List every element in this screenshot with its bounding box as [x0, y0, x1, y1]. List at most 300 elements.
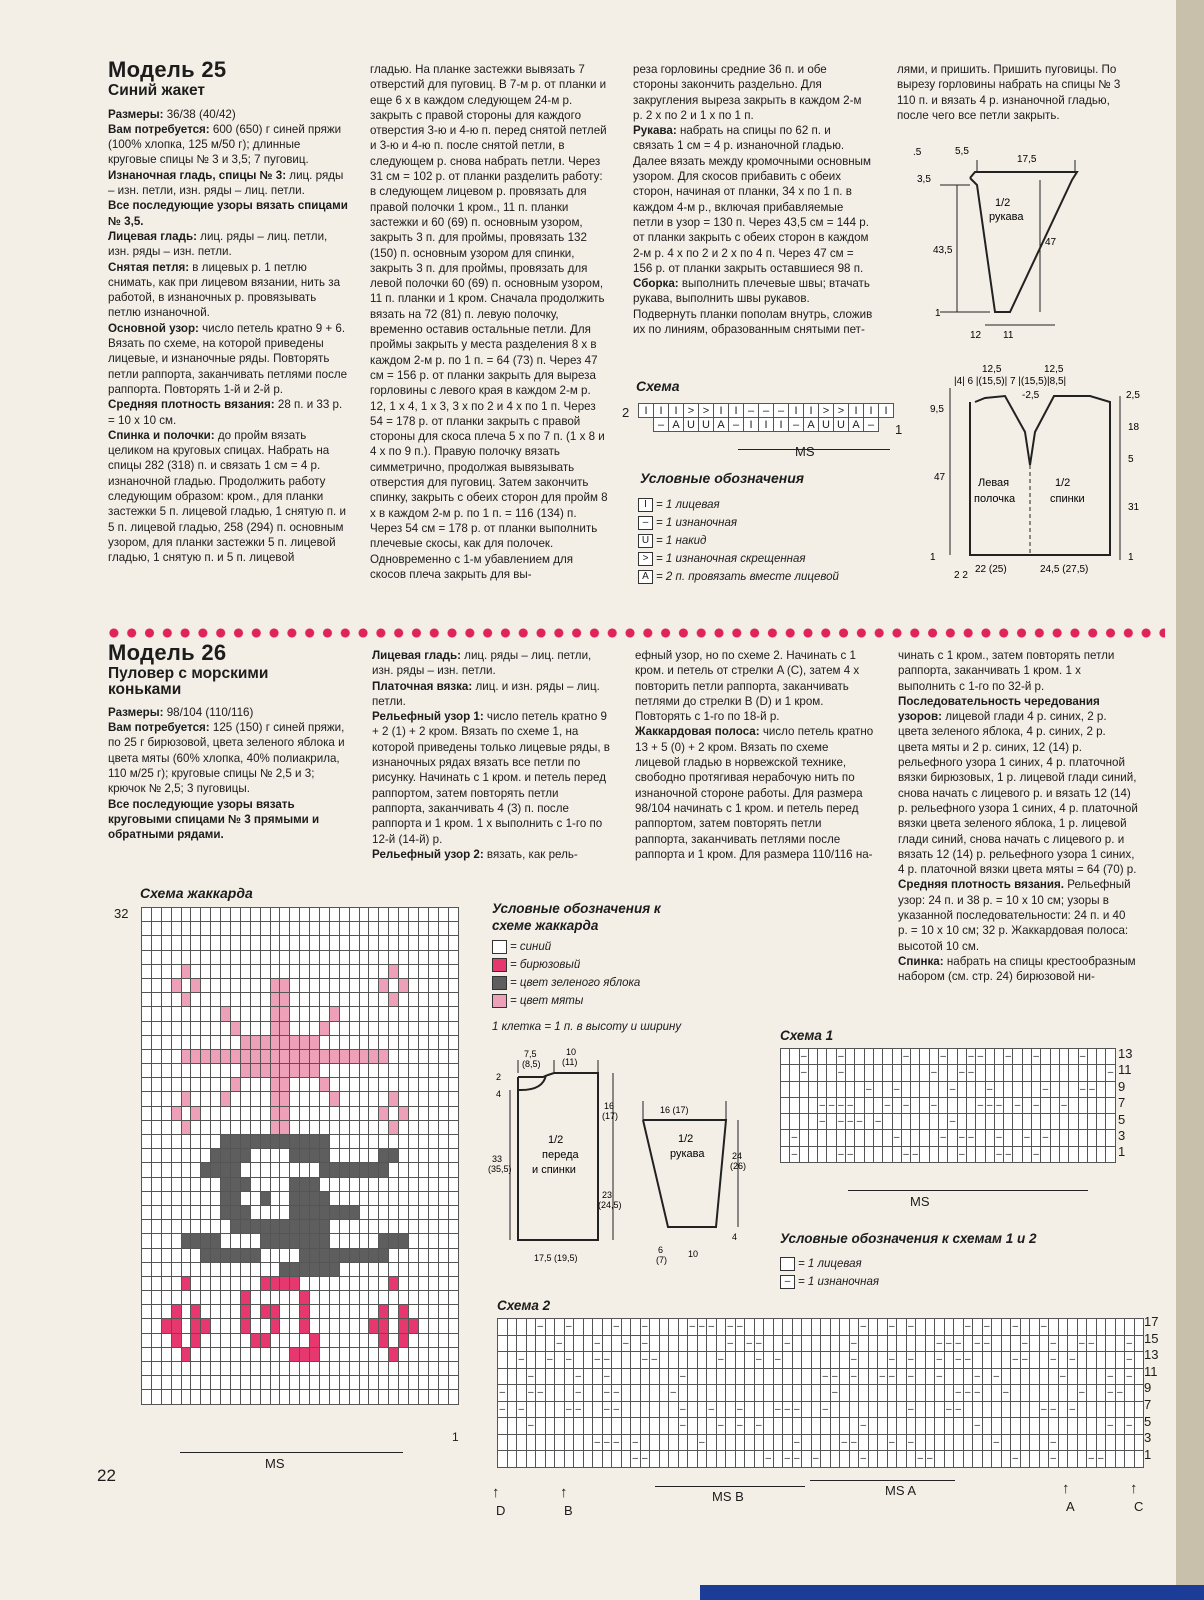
svg-text:2,5: 2,5 — [1126, 390, 1140, 401]
scheme-cell — [1097, 1065, 1106, 1081]
paragraph-text: 125 (150) г синей пряжи, по 25 г бирюзовой, цвета зеленого яблока и цвета мяты (60% хлопка, 40% полиакрила, 110 м/25 г); круговые спицы № 2,5 и 3; крючок № 2,5; 3 пуговицы. — [108, 721, 345, 796]
scheme-cell — [808, 1049, 817, 1065]
paragraph — [898, 877, 1138, 953]
scheme-cell — [754, 1319, 764, 1336]
jacquard-cell — [151, 1390, 161, 1404]
jacquard-bottom-row-label: 1 — [452, 1430, 459, 1444]
scheme-cell — [973, 1319, 983, 1336]
paragraph-label: Средняя плотность вязания: — [108, 398, 275, 412]
jacquard-cell — [369, 1007, 379, 1021]
scheme-cell: – — [602, 1434, 612, 1451]
scheme-cell — [621, 1401, 631, 1418]
scheme-cell: – — [654, 418, 669, 432]
jacquard-cell — [142, 1205, 152, 1219]
scheme-cell — [985, 1114, 994, 1130]
scheme-cell — [846, 1081, 855, 1097]
scheme-cell — [1106, 1434, 1116, 1451]
jacquard-cell — [181, 1021, 191, 1035]
scheme-cell — [1050, 1130, 1059, 1146]
scheme-cell — [688, 1385, 698, 1402]
scheme-cell: – — [792, 1401, 802, 1418]
jacquard-cell — [389, 1092, 399, 1106]
model26-col1 — [108, 640, 353, 843]
jacquard-cell — [418, 1191, 428, 1205]
jacquard-cell — [418, 1135, 428, 1149]
scheme-cell — [612, 1418, 622, 1435]
scheme-cell — [1097, 1097, 1106, 1113]
sl-l6: 47 — [1045, 237, 1057, 248]
scheme-cell — [916, 1385, 926, 1402]
jacquard-cell — [320, 1092, 330, 1106]
scheme-cell: – — [966, 1065, 975, 1081]
jacquard-cell — [250, 1205, 260, 1219]
svg-text:1/2: 1/2 — [678, 1133, 694, 1145]
jacquard-cell — [231, 1234, 241, 1248]
jacquard-cell — [161, 1220, 171, 1234]
jacquard-cell — [270, 922, 280, 936]
scheme-cell — [716, 1335, 726, 1352]
scheme-cell — [911, 1114, 920, 1130]
scheme-cell — [821, 1335, 831, 1352]
jacquard-cell — [379, 936, 389, 950]
jacquard-cell — [310, 993, 320, 1007]
jacquard-cell — [161, 1092, 171, 1106]
jacquard-cell — [240, 1248, 250, 1262]
jacquard-cell — [418, 993, 428, 1007]
jacquard-cell — [201, 1262, 211, 1276]
scheme-cell — [1020, 1385, 1030, 1402]
scheme-cell — [792, 1335, 802, 1352]
scheme-cell — [1077, 1319, 1087, 1336]
jacquard-cell — [320, 908, 330, 922]
scheme-cell — [906, 1385, 916, 1402]
jacquard-cell — [171, 978, 181, 992]
jacquard-cell — [369, 1248, 379, 1262]
jacquard-cell — [300, 1106, 310, 1120]
jacquard-cell — [250, 1064, 260, 1078]
scheme-cell — [536, 1352, 546, 1369]
scheme-cell — [1011, 1385, 1021, 1402]
scheme-cell — [994, 1049, 1003, 1065]
scheme-cell — [830, 1352, 840, 1369]
jacquard-cell — [211, 1191, 221, 1205]
scheme-cell — [602, 1451, 612, 1468]
jacquard-cell — [448, 936, 458, 950]
scheme-cell: – — [948, 1114, 957, 1130]
scheme-cell: – — [1068, 1401, 1078, 1418]
scheme-cell — [517, 1335, 527, 1352]
jacquard-cell — [280, 1347, 290, 1361]
scheme-cell — [1030, 1401, 1040, 1418]
scheme-cell — [745, 1352, 755, 1369]
scheme-cell — [901, 1065, 910, 1081]
scheme-cell — [818, 1130, 827, 1146]
jacquard-cell — [409, 1390, 419, 1404]
jacquard-cell — [409, 1220, 419, 1234]
jacquard-cell — [349, 950, 359, 964]
jacquard-cell — [270, 1078, 280, 1092]
jacquard-cell — [270, 1305, 280, 1319]
jacquard-cell — [329, 1120, 339, 1134]
jacquard-cell — [448, 993, 458, 1007]
jacquard-cell — [320, 1049, 330, 1063]
jacquard-cell — [250, 908, 260, 922]
svg-text:и спинки: и спинки — [532, 1164, 576, 1176]
scheme-cell — [1106, 1081, 1115, 1097]
scheme-cell — [892, 1146, 901, 1162]
jacquard-cell — [250, 1248, 260, 1262]
jacquard-cell — [359, 1376, 369, 1390]
jacquard-cell — [399, 1347, 409, 1361]
jacquard-cell — [270, 1191, 280, 1205]
jacquard-cell — [201, 922, 211, 936]
scheme-cell — [1069, 1081, 1078, 1097]
scheme-cell: – — [612, 1319, 622, 1336]
scheme-cell — [574, 1434, 584, 1451]
sl-l2: 17,5 — [1017, 154, 1037, 165]
jacquard-cell — [151, 922, 161, 936]
jacquard-cell — [339, 950, 349, 964]
jacquard-cell — [320, 1064, 330, 1078]
paragraph — [108, 705, 353, 720]
jacquard-cell — [142, 1106, 152, 1120]
jacquard-cell — [191, 1220, 201, 1234]
model25-scheme-row-label-1: 1 — [895, 422, 903, 437]
scheme-cell — [1030, 1418, 1040, 1435]
jacquard-cell — [250, 1191, 260, 1205]
jacquard-cell — [171, 1120, 181, 1134]
jacquard-cell — [428, 1035, 438, 1049]
scheme-cell — [1050, 1146, 1059, 1162]
scheme-cell — [911, 1065, 920, 1081]
jacquard-cell — [142, 936, 152, 950]
jacquard-cell — [329, 1163, 339, 1177]
scheme-cell — [745, 1319, 755, 1336]
scheme-cell: – — [973, 1418, 983, 1435]
scheme-cell — [818, 1049, 827, 1065]
scheme-cell — [811, 1335, 821, 1352]
scheme-cell: – — [688, 1319, 698, 1336]
scheme-cell — [920, 1130, 929, 1146]
scheme-cell — [916, 1335, 926, 1352]
scheme-cell — [555, 1368, 565, 1385]
jacquard-cell — [399, 1092, 409, 1106]
jacquard-cell — [151, 1347, 161, 1361]
jacquard-cell — [300, 1319, 310, 1333]
jacquard-cell — [438, 1092, 448, 1106]
jacquard-cell — [438, 1362, 448, 1376]
jacquard-cell — [428, 1390, 438, 1404]
scheme-cell — [792, 1319, 802, 1336]
scheme-cell — [1097, 1114, 1106, 1130]
jacquard-cell — [290, 1319, 300, 1333]
scheme-cell — [1032, 1065, 1041, 1081]
jacquard-cell — [201, 1035, 211, 1049]
scheme-cell — [593, 1368, 603, 1385]
jacquard-cell — [339, 1262, 349, 1276]
scheme-cell: – — [744, 404, 759, 418]
jacquard-cell — [428, 964, 438, 978]
jacquard-cell — [448, 1220, 458, 1234]
jacquard-cell — [418, 978, 428, 992]
jacquard-cell — [339, 908, 349, 922]
scheme-cell: – — [564, 1319, 574, 1336]
scheme-cell: – — [944, 1335, 954, 1352]
scheme-cell — [892, 1049, 901, 1065]
jacquard-cell — [142, 1078, 152, 1092]
jacquard-cell — [369, 1078, 379, 1092]
scheme-cell — [1106, 1335, 1116, 1352]
jacquard-cell — [399, 1319, 409, 1333]
paragraph-text: ефный узор, но по схеме 2. Начинать с 1 кром. и петель от стрелки A (C), затем 4 х повторить петли раппорта, заканчивать петлями до стрелки B (D) и 1 кром. Повторять с 1-го по 18-й р. — [635, 649, 860, 724]
row-label: 11 — [1144, 1363, 1158, 1379]
jacquard-cell — [231, 1319, 241, 1333]
scheme-cell: – — [697, 1434, 707, 1451]
jacquard-cell — [260, 1276, 270, 1290]
jacquard-cell — [329, 1191, 339, 1205]
jacquard-cell — [399, 1177, 409, 1191]
scheme-cell — [707, 1385, 717, 1402]
scheme-cell — [830, 1335, 840, 1352]
scheme-cell: – — [1013, 1097, 1022, 1113]
scheme-cell: – — [735, 1401, 745, 1418]
scheme-cell — [790, 1081, 799, 1097]
scheme-cell: – — [650, 1352, 660, 1369]
arrow-c-label: C — [1134, 1499, 1144, 1514]
jacquard-cell — [320, 1234, 330, 1248]
scheme-cell — [982, 1385, 992, 1402]
scheme-cell — [1001, 1352, 1011, 1369]
jacquard-cell — [161, 1177, 171, 1191]
scheme-cell — [827, 1081, 836, 1097]
jacquard-cell — [142, 1092, 152, 1106]
model26-col1-text — [108, 705, 353, 843]
scheme-cell — [1020, 1368, 1030, 1385]
jacquard-cell — [320, 1319, 330, 1333]
jacquard-cell — [418, 1376, 428, 1390]
jacquard-cell — [320, 950, 330, 964]
scheme-cell — [911, 1049, 920, 1065]
jacquard-cell — [280, 1319, 290, 1333]
jacquard-cell — [142, 1319, 152, 1333]
jacquard-cell — [448, 1021, 458, 1035]
jacquard-cell — [211, 1248, 221, 1262]
jacquard-cell — [349, 1305, 359, 1319]
jacquard-cell — [191, 1007, 201, 1021]
scheme-cell — [1069, 1130, 1078, 1146]
scheme-cell: – — [836, 1049, 845, 1065]
jacquard-cell — [191, 1035, 201, 1049]
jacquard-cell — [260, 1120, 270, 1134]
scheme-cell — [873, 1130, 882, 1146]
scheme-cell: – — [1106, 1368, 1116, 1385]
jacquard-cell — [438, 1276, 448, 1290]
scheme-cell — [878, 1451, 888, 1468]
jacquard-cell — [290, 1021, 300, 1035]
scheme-cell — [631, 1335, 641, 1352]
scheme-cell: – — [1001, 1385, 1011, 1402]
paragraph-text: 98/104 (110/116) — [163, 705, 254, 719]
scheme-cell — [602, 1418, 612, 1435]
jacquard-cell — [438, 1390, 448, 1404]
paragraph — [108, 797, 353, 843]
jacquard-cell — [240, 964, 250, 978]
scheme-cell — [659, 1335, 669, 1352]
jacquard-cell — [240, 1347, 250, 1361]
scheme-cell: – — [906, 1434, 916, 1451]
scheme-cell — [802, 1451, 812, 1468]
jacquard-cell — [428, 1049, 438, 1063]
jacquard-cell — [270, 950, 280, 964]
scheme-cell — [507, 1319, 517, 1336]
jacquard-cell — [221, 993, 231, 1007]
scheme-cell — [849, 1418, 859, 1435]
jacquard-cell — [191, 1049, 201, 1063]
jacquard-cell — [191, 1177, 201, 1191]
jacquard-cell — [369, 1333, 379, 1347]
jacquard-cell — [399, 993, 409, 1007]
jacquard-cell — [389, 1305, 399, 1319]
scheme-cell — [846, 1049, 855, 1065]
scheme-cell — [764, 1418, 774, 1435]
jacquard-cell — [329, 1035, 339, 1049]
jacquard-cell — [438, 1049, 448, 1063]
jacquard-cell — [191, 1021, 201, 1035]
scheme-cell — [745, 1451, 755, 1468]
jacquard-cell — [240, 1092, 250, 1106]
jacquard-cell — [349, 1262, 359, 1276]
scheme-cell — [697, 1451, 707, 1468]
row-label: 13 — [1118, 1046, 1133, 1061]
svg-text:47: 47 — [934, 472, 946, 483]
scheme-cell: – — [846, 1114, 855, 1130]
scheme-cell — [640, 1385, 650, 1402]
scheme-cell: – — [925, 1451, 935, 1468]
jacquard-cell — [379, 993, 389, 1007]
jacquard-cell — [448, 1262, 458, 1276]
scheme-cell — [1068, 1385, 1078, 1402]
jacquard-cell — [151, 908, 161, 922]
jacquard-cell — [181, 1305, 191, 1319]
jacquard-cell — [231, 1007, 241, 1021]
jacquard-cell — [250, 1333, 260, 1347]
scheme-cell — [1020, 1319, 1030, 1336]
jacquard-cell — [270, 1106, 280, 1120]
scheme-cell — [1077, 1352, 1087, 1369]
paragraph-text: лиц. ряды – лиц. петли, изн. ряды – изн. петли. — [372, 649, 592, 678]
jacquard-cell — [438, 908, 448, 922]
scheme-cell — [1134, 1418, 1144, 1435]
scheme-cell — [1049, 1319, 1059, 1336]
scheme-cell: – — [840, 1434, 850, 1451]
scheme-cell — [929, 1146, 938, 1162]
scheme-cell — [526, 1401, 536, 1418]
model25-scheme-ms: MS — [795, 444, 815, 459]
jacquard-cell — [280, 1291, 290, 1305]
jacquard-cell — [201, 1135, 211, 1149]
scheme-cell — [697, 1368, 707, 1385]
scheme-cell — [790, 1065, 799, 1081]
scheme-cell — [802, 1385, 812, 1402]
jacquard-cell — [290, 964, 300, 978]
scheme-cell — [1011, 1401, 1021, 1418]
scheme-cell — [1077, 1451, 1087, 1468]
scheme-cell — [873, 1097, 882, 1113]
jacquard-cell — [201, 950, 211, 964]
scheme-cell — [507, 1418, 517, 1435]
jacquard-cell — [448, 1135, 458, 1149]
scheme-cell — [963, 1434, 973, 1451]
jacquard-cell — [310, 950, 320, 964]
jacquard-legend-title: Условные обозначения к схеме жаккарда — [492, 901, 661, 933]
model25-col3-text — [633, 123, 873, 337]
jacquard-cell — [290, 908, 300, 922]
scheme-cell — [773, 1418, 783, 1435]
scheme-cell — [1087, 1065, 1096, 1081]
svg-text:переда: переда — [542, 1149, 579, 1161]
jacquard-cell — [418, 1049, 428, 1063]
jacquard-cell — [409, 1120, 419, 1134]
scheme-cell: – — [564, 1401, 574, 1418]
scheme-cell — [985, 1130, 994, 1146]
scheme-cell — [764, 1335, 774, 1352]
jacquard-cell — [211, 1149, 221, 1163]
jacquard-cell — [448, 1362, 458, 1376]
svg-text:10: 10 — [566, 1047, 577, 1057]
model25-col3 — [633, 62, 873, 337]
jacquard-cell — [300, 1362, 310, 1376]
jacquard-cell — [151, 1220, 161, 1234]
jacquard-cell — [418, 1021, 428, 1035]
jacquard-cell — [339, 1106, 349, 1120]
jacquard-cell — [418, 1220, 428, 1234]
jacquard-cell — [448, 1035, 458, 1049]
legend-item — [638, 570, 839, 584]
jacquard-cell — [142, 1064, 152, 1078]
jacquard-cell — [171, 1347, 181, 1361]
jacquard-cell — [438, 964, 448, 978]
scheme-cell — [1077, 1418, 1087, 1435]
sl-l4: 3,5 — [917, 174, 931, 185]
scheme-cell — [583, 1385, 593, 1402]
jacquard-cell — [280, 936, 290, 950]
jacquard-cell — [280, 1064, 290, 1078]
scheme-cell: – — [849, 1434, 859, 1451]
jacquard-cell — [221, 1120, 231, 1134]
jacquard-cell — [300, 1234, 310, 1248]
jacquard-cell — [399, 1078, 409, 1092]
jacquard-cell — [211, 936, 221, 950]
paragraph — [898, 954, 1138, 985]
jacquard-cell — [221, 1319, 231, 1333]
jacquard-cell — [300, 1347, 310, 1361]
jacquard-cell — [191, 1319, 201, 1333]
svg-text:6: 6 — [658, 1245, 664, 1255]
scheme-cell: – — [985, 1097, 994, 1113]
jacquard-cell — [448, 922, 458, 936]
jacquard-cell — [290, 1035, 300, 1049]
jacquard-cell — [369, 1021, 379, 1035]
jacquard-cell — [181, 993, 191, 1007]
scheme-cell — [754, 1368, 764, 1385]
jacquard-cell — [310, 1276, 320, 1290]
page-fold-shadow — [1176, 0, 1204, 1600]
scheme-cell — [954, 1368, 964, 1385]
jacquard-cell — [329, 1234, 339, 1248]
jacquard-cell — [329, 950, 339, 964]
scheme-cell — [790, 1049, 799, 1065]
scheme-cell — [1049, 1418, 1059, 1435]
